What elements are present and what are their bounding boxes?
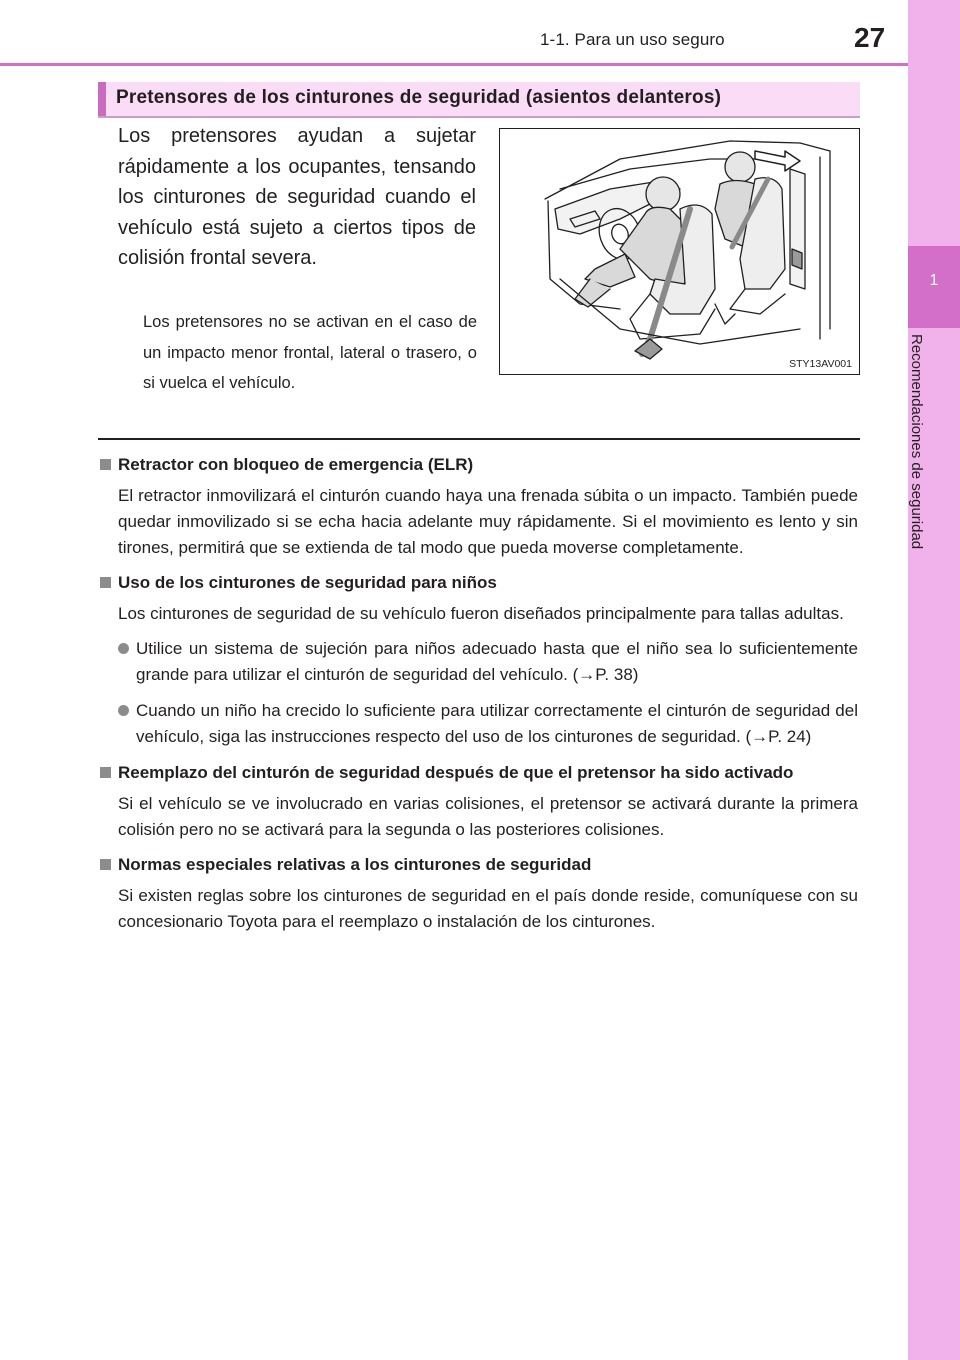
item-text: Si el vehículo se ve involucrado en varias colisiones, el pretensor se activará durante la primera colisión pero no se activará para la segunda o las posteriores colisiones. <box>118 794 858 839</box>
list-item: Utilice un sistema de sujeción para niños adecuado hasta que el niño sea lo suficientemente grande para utilizar el cinturón de seguridad del vehículo. (→P. 38) <box>98 636 858 688</box>
item-heading: Normas especiales relativas a los cinturones de seguridad <box>98 852 858 878</box>
running-header: 1-1. Para un uso seguro <box>540 30 725 49</box>
item-text: El retractor inmovilizará el cinturón cuando haya una frenada súbita o un impacto. También puede quedar inmovilizado si se echa hacia adelante muy rápidamente. Si el movimiento es lento y sin tirones, permitirá que se extienda de tal modo que pueda moverse completamente. <box>118 486 858 557</box>
square-bullet-icon <box>100 577 111 588</box>
item-replacement <box>98 760 858 843</box>
square-bullet-icon <box>100 459 111 470</box>
pretensioner-illustration <box>499 128 860 375</box>
chapter-title: Recomendaciones de seguridad <box>908 334 925 550</box>
section-title: Pretensores de los cinturones de seguridad (asientos delanteros) <box>116 87 722 108</box>
header-rule <box>0 63 908 66</box>
item-children <box>98 570 858 750</box>
square-bullet-icon <box>100 859 111 870</box>
chapter-number: 1 <box>908 246 960 328</box>
chapter-side-tab <box>908 0 960 1360</box>
intro-paragraph: Los pretensores ayudan a sujetar rápidamente a los ocupantes, tensando los cinturones de seguridad cuando el vehículo está sujeto a ciertos tipos de colisión frontal severa. <box>118 125 476 269</box>
figure-caption: STY13AV001 <box>789 358 852 370</box>
section-title-bar <box>98 82 860 118</box>
detail-list <box>98 452 858 944</box>
page-number: 27 <box>854 22 886 53</box>
item-heading: Uso de los cinturones de seguridad para niños <box>98 570 858 596</box>
item-heading: Retractor con bloqueo de emergencia (ELR) <box>98 452 858 478</box>
intro-note: Los pretensores no se activan en el caso de un impacto menor frontal, lateral o trasero, o si vuelca el vehículo. <box>143 313 477 392</box>
circle-bullet-icon <box>118 643 129 654</box>
circle-bullet-icon <box>118 705 129 716</box>
list-item: Cuando un niño ha crecido lo suficiente para utilizar correctamente el cinturón de seguridad del vehículo, siga las instrucciones respecto del uso de los cinturones de seguridad. (→P. 24) <box>98 698 858 750</box>
square-bullet-icon <box>100 767 111 778</box>
item-text: Los cinturones de seguridad de su vehículo fueron diseñados principalmente para tallas adultas. <box>118 604 844 623</box>
car-interior-drawing <box>500 129 860 375</box>
item-heading: Reemplazo del cinturón de seguridad después de que el pretensor ha sido activado <box>98 760 858 786</box>
item-text: Si existen reglas sobre los cinturones de seguridad en el país donde reside, comuníquese con su concesionario Toyota para el reemplazo o instalación de los cinturones. <box>118 886 858 931</box>
chapter-title-vertical <box>908 334 960 634</box>
title-accent <box>98 82 106 116</box>
section-divider <box>98 438 860 440</box>
item-elr <box>98 452 858 561</box>
item-regulations <box>98 852 858 935</box>
